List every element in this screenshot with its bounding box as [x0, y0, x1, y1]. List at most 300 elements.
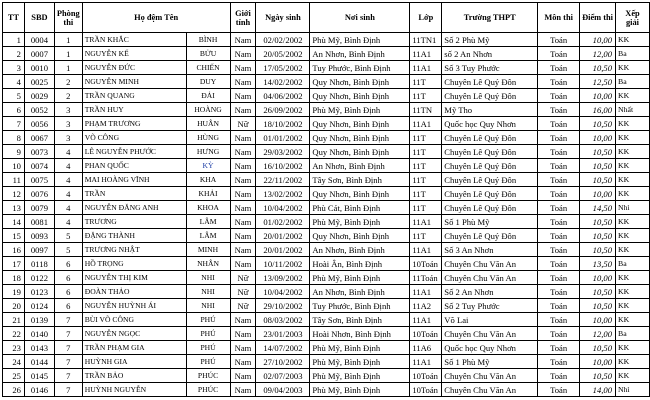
cell-ngay-sinh: 09/04/2003: [256, 383, 310, 397]
cell-ho-dem: TRƯƠNG: [82, 215, 186, 229]
cell-noi-sinh: Quy Nhơn, Bình Định: [310, 89, 410, 103]
cell-lop: 11A1: [410, 285, 442, 299]
cell-lop: 11A1: [410, 47, 442, 61]
cell-sbd: 0143: [24, 341, 54, 355]
cell-ho-dem: ĐẶNG THÀNH: [82, 229, 186, 243]
cell-sbd: 0076: [24, 187, 54, 201]
cell-ho-dem: PHẠM TRƯƠNG: [82, 117, 186, 131]
cell-ten: ĐẢI: [186, 89, 230, 103]
cell-sbd: 0118: [24, 257, 54, 271]
cell-ho-dem: BÙI VÕ CÔNG: [82, 313, 186, 327]
cell-lop: 11A2: [410, 299, 442, 313]
cell-xep-giai: KK: [616, 271, 650, 285]
cell-truong: Võ Lai: [442, 313, 538, 327]
cell-xep-giai: KK: [616, 243, 650, 257]
cell-mon-thi: Toán: [538, 145, 580, 159]
cell-mon-thi: Toán: [538, 89, 580, 103]
table-row: [3, 285, 650, 299]
cell-tt: 5: [3, 89, 25, 103]
cell-sbd: 0079: [24, 201, 54, 215]
cell-noi-sinh: Tây Sơn, Bình Định: [310, 173, 410, 187]
cell-phong-thi: 4: [54, 187, 82, 201]
cell-sbd: 0124: [24, 299, 54, 313]
header-ngay-sinh: Ngày sinh: [256, 3, 310, 33]
table-row: [3, 229, 650, 243]
cell-diem-thi: 10,50: [580, 159, 616, 173]
cell-lop: 11A1: [410, 61, 442, 75]
cell-xep-giai: Nhất: [616, 103, 650, 117]
cell-ngay-sinh: 01/02/2002: [256, 215, 310, 229]
table-row: [3, 383, 650, 397]
cell-xep-giai: Ba: [616, 327, 650, 341]
cell-xep-giai: Ba: [616, 75, 650, 89]
cell-mon-thi: Toán: [538, 131, 580, 145]
cell-truong: Chuyên Lê Quý Đôn: [442, 89, 538, 103]
cell-ngay-sinh: 29/03/2002: [256, 145, 310, 159]
cell-noi-sinh: Hoài Nhơn, Bình Định: [310, 327, 410, 341]
cell-ten: CHIẾN: [186, 61, 230, 75]
cell-gioi-tinh: Nam: [230, 215, 256, 229]
table-row: [3, 131, 650, 145]
cell-xep-giai: Nhì: [616, 201, 650, 215]
cell-mon-thi: Toán: [538, 61, 580, 75]
cell-ngay-sinh: 14/02/2002: [256, 75, 310, 89]
cell-ho-dem: TRẦN BẢO: [82, 369, 186, 383]
cell-truong: Chuyên Lê Quý Đôn: [442, 187, 538, 201]
cell-ngay-sinh: 04/06/2002: [256, 89, 310, 103]
cell-diem-thi: 10,50: [580, 145, 616, 159]
table-row: [3, 187, 650, 201]
cell-noi-sinh: Quy Nhơn, Bình Định: [310, 145, 410, 159]
cell-xep-giai: KK: [616, 215, 650, 229]
cell-noi-sinh: Quy Nhơn, Bình Định: [310, 187, 410, 201]
cell-phong-thi: 3: [54, 131, 82, 145]
cell-tt: 16: [3, 243, 25, 257]
table-row: [3, 75, 650, 89]
cell-diem-thi: 10,00: [580, 33, 616, 47]
cell-ten: HOÀNG: [186, 103, 230, 117]
cell-lop: 11A6: [410, 341, 442, 355]
cell-ho-dem: NGUYỄN THỊ KIM: [82, 271, 186, 285]
cell-truong: Chuyên Chu Văn An: [442, 383, 538, 397]
cell-noi-sinh: Quy Nhơn, Bình Định: [310, 131, 410, 145]
cell-phong-thi: 6: [54, 299, 82, 313]
cell-ngay-sinh: 02/02/2002: [256, 33, 310, 47]
cell-ten: PHÚ: [186, 313, 230, 327]
cell-phong-thi: 2: [54, 75, 82, 89]
cell-lop: 11A1: [410, 355, 442, 369]
cell-ten: PHÚ: [186, 355, 230, 369]
cell-lop: 11T: [410, 229, 442, 243]
table-row: [3, 33, 650, 47]
cell-lop: 11T: [410, 159, 442, 173]
cell-xep-giai: KK: [616, 299, 650, 313]
cell-ten: LÂM: [186, 229, 230, 243]
cell-gioi-tinh: Nam: [230, 243, 256, 257]
cell-ten: PHÚC: [186, 383, 230, 397]
cell-xep-giai: KK: [616, 313, 650, 327]
cell-ngay-sinh: 27/10/2002: [256, 355, 310, 369]
results-table-container: [2, 2, 650, 397]
header-mon-thi: Môn thi: [538, 3, 580, 33]
cell-lop: 10Toán: [410, 327, 442, 341]
cell-lop: 11A1: [410, 215, 442, 229]
cell-ten: MINH: [186, 243, 230, 257]
cell-ngay-sinh: 13/09/2002: [256, 271, 310, 285]
cell-lop: 11A1: [410, 117, 442, 131]
cell-ngay-sinh: 22/11/2002: [256, 173, 310, 187]
cell-noi-sinh: Phù Cát, Bình Định: [310, 201, 410, 215]
table-row: [3, 243, 650, 257]
cell-ho-dem: NGUYỄN NGỌC: [82, 327, 186, 341]
cell-sbd: 0093: [24, 229, 54, 243]
cell-sbd: 0052: [24, 103, 54, 117]
cell-diem-thi: 10,50: [580, 369, 616, 383]
cell-ho-dem: NGUYỄN ĐĂNG ANH: [82, 201, 186, 215]
cell-mon-thi: Toán: [538, 117, 580, 131]
cell-phong-thi: 6: [54, 285, 82, 299]
cell-tt: 7: [3, 117, 25, 131]
table-row: [3, 271, 650, 285]
cell-truong: Chuyên Chu Văn An: [442, 257, 538, 271]
cell-phong-thi: 6: [54, 271, 82, 285]
header-truong: Trường THPT: [442, 3, 538, 33]
cell-ten: DUY: [186, 75, 230, 89]
cell-truong: Chuyên Lê Quý Đôn: [442, 201, 538, 215]
cell-truong: Chuyên Lê Quý Đôn: [442, 173, 538, 187]
cell-noi-sinh: Phù Mỹ, Bình Định: [310, 355, 410, 369]
cell-mon-thi: Toán: [538, 299, 580, 313]
cell-mon-thi: Toán: [538, 173, 580, 187]
table-row: [3, 159, 650, 173]
cell-xep-giai: KK: [616, 89, 650, 103]
cell-phong-thi: 7: [54, 383, 82, 397]
cell-ho-dem: TRẦN PHẠM GIA: [82, 341, 186, 355]
cell-lop: 11A1: [410, 313, 442, 327]
cell-diem-thi: 14,50: [580, 201, 616, 215]
cell-truong: Chuyên Lê Quý Đôn: [442, 75, 538, 89]
cell-mon-thi: Toán: [538, 243, 580, 257]
cell-tt: 11: [3, 173, 25, 187]
cell-tt: 8: [3, 131, 25, 145]
cell-noi-sinh: An Nhơn, Bình Định: [310, 243, 410, 257]
cell-noi-sinh: Quy Nhơn, Bình Định: [310, 117, 410, 131]
header-lop: Lớp: [410, 3, 442, 33]
cell-tt: 13: [3, 201, 25, 215]
cell-lop: 11T: [410, 131, 442, 145]
cell-tt: 3: [3, 61, 25, 75]
cell-ten: KHẢI: [186, 187, 230, 201]
cell-mon-thi: Toán: [538, 341, 580, 355]
cell-ngay-sinh: 10/04/2002: [256, 201, 310, 215]
cell-ngay-sinh: 01/01/2002: [256, 131, 310, 145]
cell-truong: Chuyên Chu Văn An: [442, 369, 538, 383]
cell-ngay-sinh: 20/01/2002: [256, 243, 310, 257]
cell-gioi-tinh: Nam: [230, 201, 256, 215]
cell-xep-giai: KK: [616, 355, 650, 369]
cell-truong: Chuyên Chu Văn An: [442, 271, 538, 285]
table-row: [3, 327, 650, 341]
cell-gioi-tinh: Nam: [230, 341, 256, 355]
cell-mon-thi: Toán: [538, 201, 580, 215]
cell-noi-sinh: Tuy Phước, Bình Định: [310, 299, 410, 313]
cell-noi-sinh: Hoài Ân, Bình Định: [310, 257, 410, 271]
cell-noi-sinh: Phù Mỹ, Bình Định: [310, 383, 410, 397]
cell-mon-thi: Toán: [538, 187, 580, 201]
cell-ho-dem: PHAN QUỐC: [82, 159, 186, 173]
cell-sbd: 0081: [24, 215, 54, 229]
header-tt: TT: [3, 3, 25, 33]
cell-ten: BÌNH: [186, 33, 230, 47]
cell-ten: PHÚC: [186, 369, 230, 383]
cell-truong: Số 3 An Nhơn: [442, 243, 538, 257]
cell-xep-giai: KK: [616, 117, 650, 131]
table-row: [3, 47, 650, 61]
cell-mon-thi: Toán: [538, 271, 580, 285]
cell-lop: 11T: [410, 173, 442, 187]
cell-mon-thi: Toán: [538, 285, 580, 299]
cell-lop: 11TN1: [410, 33, 442, 47]
table-row: [3, 201, 650, 215]
cell-gioi-tinh: Nữ: [230, 299, 256, 313]
cell-lop: 11Toán: [410, 271, 442, 285]
cell-diem-thi: 10,50: [580, 61, 616, 75]
cell-ten: PHÚ: [186, 327, 230, 341]
cell-ho-dem: TRẦN KHẮC: [82, 33, 186, 47]
cell-ten: KHA: [186, 173, 230, 187]
cell-sbd: 0007: [24, 47, 54, 61]
cell-ho-dem: NGUYỄN KẾ: [82, 47, 186, 61]
cell-tt: 21: [3, 313, 25, 327]
cell-ten: NHÂN: [186, 257, 230, 271]
cell-diem-thi: 10,50: [580, 173, 616, 187]
cell-gioi-tinh: Nam: [230, 173, 256, 187]
cell-diem-thi: 10,00: [580, 355, 616, 369]
cell-mon-thi: Toán: [538, 313, 580, 327]
cell-diem-thi: 14,00: [580, 383, 616, 397]
cell-tt: 9: [3, 145, 25, 159]
cell-tt: 23: [3, 341, 25, 355]
cell-noi-sinh: An Nhơn, Bình Định: [310, 285, 410, 299]
cell-truong: Số 1 Phù Mỹ: [442, 215, 538, 229]
cell-ho-dem: TRẦN: [82, 187, 186, 201]
cell-truong: Chuyên Lê Quý Đôn: [442, 131, 538, 145]
cell-phong-thi: 7: [54, 369, 82, 383]
cell-ho-dem: ĐOÀN THẢO: [82, 285, 186, 299]
cell-ten: NHI: [186, 271, 230, 285]
cell-diem-thi: 12,00: [580, 327, 616, 341]
header-diem-thi: Điểm thi: [580, 3, 616, 33]
cell-xep-giai: KK: [616, 187, 650, 201]
cell-ho-dem: LÊ NGUYỄN PHƯỚC: [82, 145, 186, 159]
cell-noi-sinh: Phù Mỹ, Bình Định: [310, 341, 410, 355]
cell-sbd: 0097: [24, 243, 54, 257]
cell-tt: 17: [3, 257, 25, 271]
cell-truong: Số 2 Tuy Phước: [442, 299, 538, 313]
cell-gioi-tinh: Nam: [230, 369, 256, 383]
cell-noi-sinh: Quy Nhơn, Bình Định: [310, 75, 410, 89]
cell-ho-dem: HUỲNH NGUYỄN: [82, 383, 186, 397]
cell-xep-giai: KK: [616, 341, 650, 355]
results-table: [2, 2, 650, 397]
table-row: [3, 257, 650, 271]
cell-xep-giai: KK: [616, 145, 650, 159]
cell-diem-thi: 10,50: [580, 341, 616, 355]
cell-xep-giai: KK: [616, 173, 650, 187]
cell-ho-dem: HUỲNH GIA: [82, 355, 186, 369]
cell-mon-thi: Toán: [538, 369, 580, 383]
cell-sbd: 0139: [24, 313, 54, 327]
cell-phong-thi: 7: [54, 313, 82, 327]
cell-ngay-sinh: 20/05/2002: [256, 47, 310, 61]
table-row: [3, 369, 650, 383]
header-noi-sinh: Nơi sinh: [310, 3, 410, 33]
cell-diem-thi: 12,00: [580, 47, 616, 61]
cell-ten: HUÂN: [186, 117, 230, 131]
header-phong-thi: Phòng thi: [54, 3, 82, 33]
cell-xep-giai: KK: [616, 131, 650, 145]
cell-gioi-tinh: Nam: [230, 313, 256, 327]
cell-ngay-sinh: 20/01/2002: [256, 229, 310, 243]
cell-phong-thi: 1: [54, 47, 82, 61]
cell-noi-sinh: Phù Mỹ, Bình Định: [310, 33, 410, 47]
cell-tt: 14: [3, 215, 25, 229]
cell-xep-giai: KK: [616, 159, 650, 173]
cell-gioi-tinh: Nam: [230, 33, 256, 47]
cell-truong: Số 2 An Nhơn: [442, 285, 538, 299]
cell-diem-thi: 13,50: [580, 257, 616, 271]
cell-tt: 6: [3, 103, 25, 117]
cell-diem-thi: 16,00: [580, 103, 616, 117]
cell-ngay-sinh: 08/03/2002: [256, 313, 310, 327]
table-header-row: [3, 3, 650, 33]
cell-tt: 10: [3, 159, 25, 173]
cell-truong: Quốc học Quy Nhơn: [442, 341, 538, 355]
cell-ten: NHI: [186, 299, 230, 313]
cell-sbd: 0146: [24, 383, 54, 397]
cell-xep-giai: KK: [616, 229, 650, 243]
cell-mon-thi: Toán: [538, 355, 580, 369]
cell-tt: 19: [3, 285, 25, 299]
table-row: [3, 117, 650, 131]
cell-mon-thi: Toán: [538, 327, 580, 341]
cell-phong-thi: 4: [54, 159, 82, 173]
cell-ngay-sinh: 10/11/2002: [256, 257, 310, 271]
cell-phong-thi: 4: [54, 145, 82, 159]
cell-diem-thi: 10,00: [580, 187, 616, 201]
cell-phong-thi: 6: [54, 257, 82, 271]
cell-tt: 4: [3, 75, 25, 89]
cell-mon-thi: Toán: [538, 33, 580, 47]
cell-gioi-tinh: Nam: [230, 159, 256, 173]
cell-ho-dem: TRẦN QUANG: [82, 89, 186, 103]
cell-gioi-tinh: Nữ: [230, 285, 256, 299]
cell-noi-sinh: Tây Sơn, Bình Định: [310, 313, 410, 327]
header-ho-dem-ten: Họ đệm Tên: [82, 3, 230, 33]
cell-ngay-sinh: 13/02/2002: [256, 187, 310, 201]
cell-gioi-tinh: Nam: [230, 257, 256, 271]
cell-lop: 11A1: [410, 243, 442, 257]
cell-lop: 10Toán: [410, 369, 442, 383]
cell-mon-thi: Toán: [538, 103, 580, 117]
cell-noi-sinh: Quy Nhơn, Bình Định: [310, 229, 410, 243]
cell-diem-thi: 12,50: [580, 75, 616, 89]
cell-ten: PHÚ: [186, 341, 230, 355]
cell-sbd: 0140: [24, 327, 54, 341]
cell-ten: BỬU: [186, 47, 230, 61]
cell-mon-thi: Toán: [538, 159, 580, 173]
cell-sbd: 0074: [24, 159, 54, 173]
cell-ten: KHOA: [186, 201, 230, 215]
cell-phong-thi: 1: [54, 61, 82, 75]
table-row: [3, 103, 650, 117]
cell-diem-thi: 10,00: [580, 131, 616, 145]
cell-lop: 11TN: [410, 103, 442, 117]
cell-tt: 24: [3, 355, 25, 369]
cell-mon-thi: Toán: [538, 75, 580, 89]
cell-noi-sinh: Tuy Phước, Bình Định: [310, 61, 410, 75]
cell-truong: Chuyên Chu Văn An: [442, 327, 538, 341]
cell-sbd: 0075: [24, 173, 54, 187]
cell-mon-thi: Toán: [538, 257, 580, 271]
cell-lop: 10Toán: [410, 383, 442, 397]
cell-sbd: 0123: [24, 285, 54, 299]
cell-xep-giai: KK: [616, 369, 650, 383]
cell-xep-giai: KK: [616, 33, 650, 47]
cell-truong: số 2 An Nhơn: [442, 47, 538, 61]
cell-ho-dem: VÕ CÔNG: [82, 131, 186, 145]
cell-ho-dem: TRẦN HUY: [82, 103, 186, 117]
cell-gioi-tinh: Nam: [230, 75, 256, 89]
cell-ngay-sinh: 17/05/2002: [256, 61, 310, 75]
table-row: [3, 61, 650, 75]
cell-gioi-tinh: Nam: [230, 47, 256, 61]
cell-lop: 11T: [410, 187, 442, 201]
cell-ho-dem: TRƯƠNG NHẬT: [82, 243, 186, 257]
cell-tt: 20: [3, 299, 25, 313]
cell-xep-giai: Ba: [616, 47, 650, 61]
cell-tt: 1: [3, 33, 25, 47]
cell-ho-dem: NGUYỄN MINH: [82, 75, 186, 89]
cell-truong: Số 2 Phù Mỹ: [442, 33, 538, 47]
cell-sbd: 0122: [24, 271, 54, 285]
table-row: [3, 173, 650, 187]
cell-mon-thi: Toán: [538, 383, 580, 397]
cell-gioi-tinh: Nam: [230, 229, 256, 243]
cell-sbd: 0025: [24, 75, 54, 89]
cell-sbd: 0073: [24, 145, 54, 159]
cell-phong-thi: 7: [54, 355, 82, 369]
cell-gioi-tinh: Nam: [230, 383, 256, 397]
cell-phong-thi: 7: [54, 327, 82, 341]
table-row: [3, 313, 650, 327]
cell-ngay-sinh: 23/01/2003: [256, 327, 310, 341]
cell-diem-thi: 10,50: [580, 229, 616, 243]
cell-truong: Mỹ Tho: [442, 103, 538, 117]
cell-truong: Chuyên Lê Quý Đôn: [442, 145, 538, 159]
cell-gioi-tinh: Nam: [230, 327, 256, 341]
cell-xep-giai: Nhì: [616, 383, 650, 397]
cell-truong: Số 1 Phù Mỹ: [442, 355, 538, 369]
cell-truong: Số 3 Tuy Phước: [442, 61, 538, 75]
cell-lop: 11T: [410, 75, 442, 89]
cell-ten: LÂM: [186, 215, 230, 229]
cell-lop: 11T: [410, 89, 442, 103]
cell-phong-thi: 5: [54, 229, 82, 243]
table-row: [3, 215, 650, 229]
cell-diem-thi: 10,00: [580, 313, 616, 327]
cell-phong-thi: 7: [54, 341, 82, 355]
